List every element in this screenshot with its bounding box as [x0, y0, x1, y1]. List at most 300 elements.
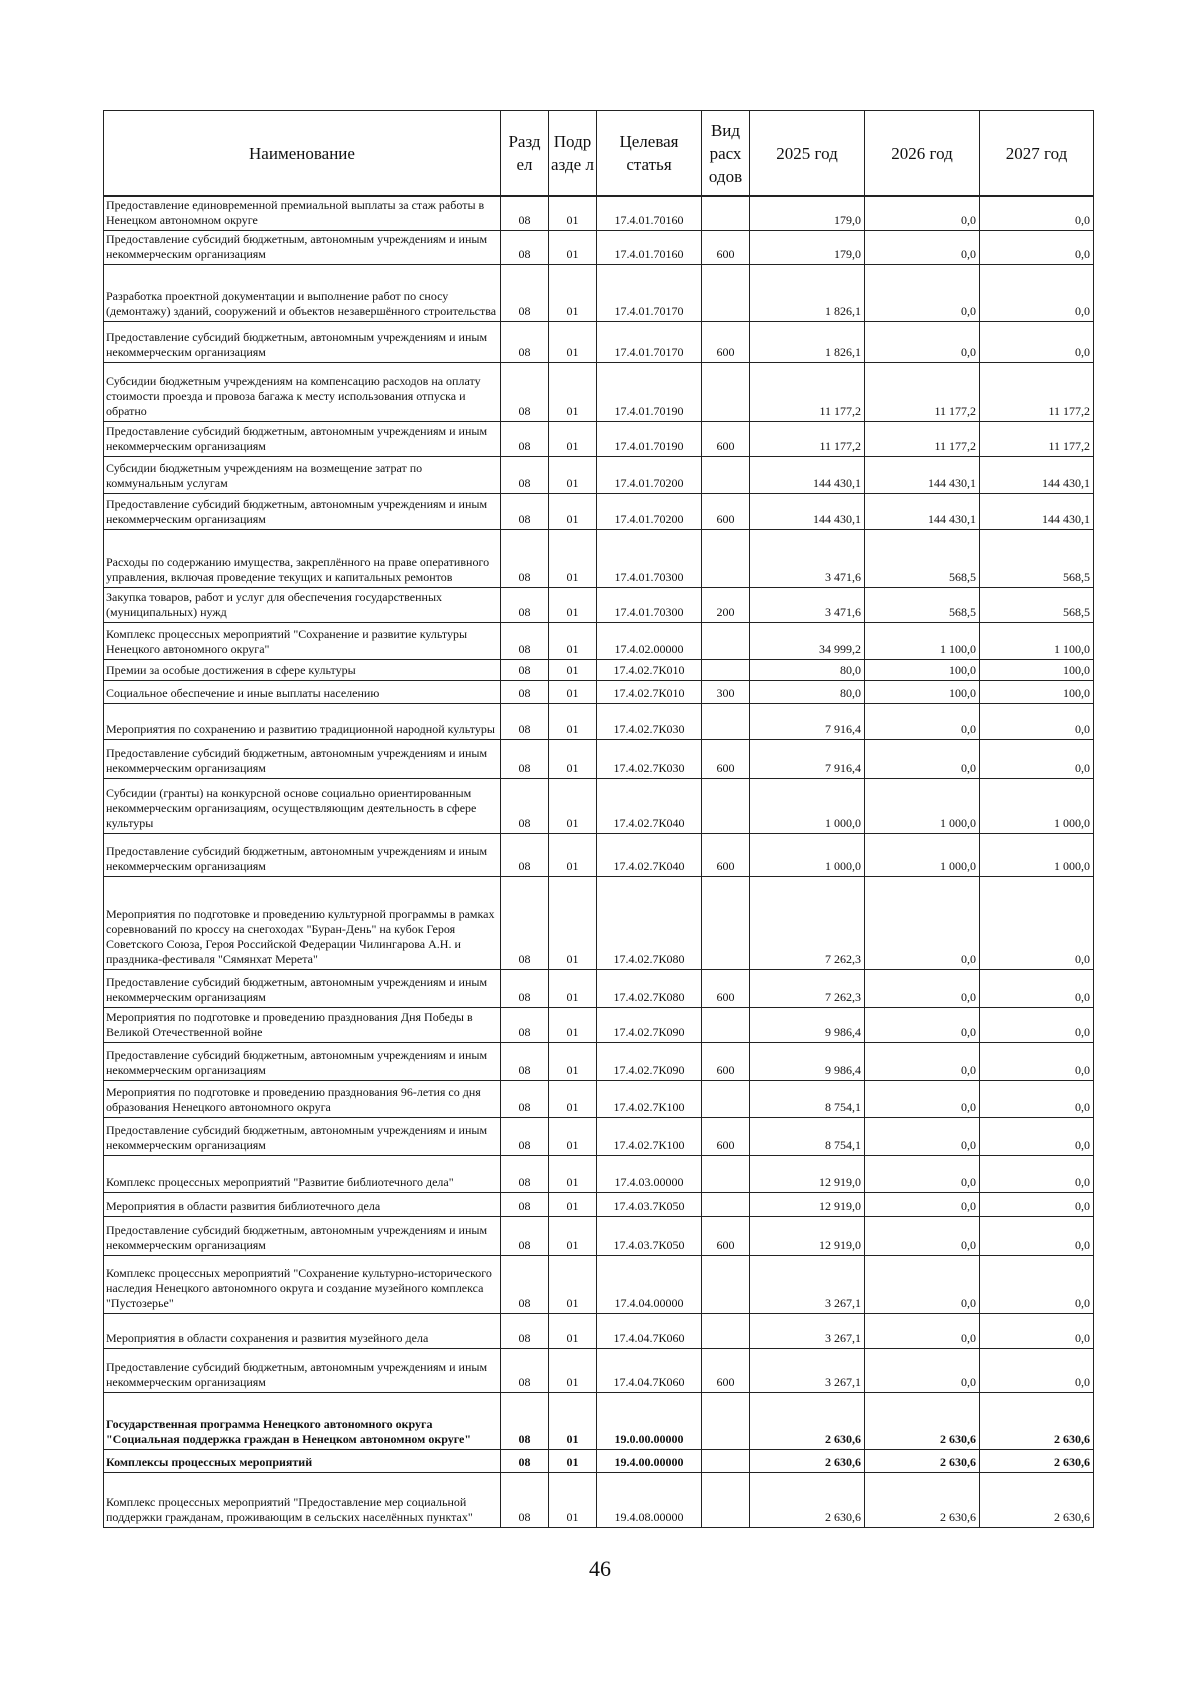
- cell-name: Предоставление субсидий бюджетным, автономным учреждениям и иным некоммерческим организациям: [104, 1217, 501, 1256]
- cell-target: 19.4.00.00000: [597, 1450, 702, 1473]
- cell-expense-type: [702, 623, 750, 660]
- cell-2026: 0,0: [865, 1043, 980, 1081]
- cell-2025: 1 826,1: [750, 322, 865, 363]
- cell-section: 08: [501, 681, 549, 704]
- table-row: [104, 1393, 1094, 1450]
- cell-2026: 1 000,0: [865, 834, 980, 877]
- cell-section: 08: [501, 1008, 549, 1043]
- cell-target: 17.4.01.70200: [597, 457, 702, 494]
- cell-2026: 2 630,6: [865, 1473, 980, 1528]
- cell-expense-type: [702, 877, 750, 970]
- cell-expense-type: [702, 1008, 750, 1043]
- cell-subsection: 01: [549, 970, 597, 1008]
- cell-2027: 0,0: [980, 1043, 1094, 1081]
- cell-target: 17.4.02.7К080: [597, 877, 702, 970]
- cell-target: 17.4.03.00000: [597, 1156, 702, 1193]
- cell-subsection: 01: [549, 779, 597, 834]
- cell-expense-type: [702, 704, 750, 740]
- table-row: [104, 1193, 1094, 1217]
- cell-name: Мероприятия по подготовке и проведению празднования 96-летия со дня образования Ненецкого автономного округа: [104, 1081, 501, 1118]
- cell-subsection: 01: [549, 877, 597, 970]
- cell-expense-type: 600: [702, 422, 750, 457]
- cell-target: 17.4.01.70300: [597, 588, 702, 623]
- table-row: [104, 1473, 1094, 1528]
- cell-2025: 2 630,6: [750, 1473, 865, 1528]
- cell-target: 17.4.01.70160: [597, 196, 702, 231]
- cell-name: Премии за особые достижения в сфере культуры: [104, 660, 501, 681]
- cell-2026: 0,0: [865, 877, 980, 970]
- cell-expense-type: 200: [702, 588, 750, 623]
- cell-target: 17.4.01.70170: [597, 265, 702, 322]
- header-name: Наименование: [104, 111, 501, 197]
- cell-expense-type: 600: [702, 494, 750, 530]
- cell-name: Мероприятия по подготовке и проведению культурной программы в рамках соревнований по кроссу на снегоходах "Буран-День" на кубок Героя Советского Союза, Героя Российской Федерации Чилингарова А.Н. и праздника-фестиваля "Сямянхат Мерета": [104, 877, 501, 970]
- cell-2027: 0,0: [980, 1193, 1094, 1217]
- cell-name: Разработка проектной документации и выполнение работ по сносу (демонтажу) зданий, сооружений и объектов незавершённого строительства: [104, 265, 501, 322]
- cell-2025: 144 430,1: [750, 457, 865, 494]
- cell-2027: 0,0: [980, 265, 1094, 322]
- cell-2026: 0,0: [865, 265, 980, 322]
- table-row: [104, 588, 1094, 623]
- cell-2026: 0,0: [865, 1081, 980, 1118]
- cell-expense-type: [702, 363, 750, 422]
- cell-target: 17.4.02.7К010: [597, 660, 702, 681]
- cell-section: 08: [501, 1473, 549, 1528]
- cell-2026: 0,0: [865, 231, 980, 265]
- table-row: [104, 265, 1094, 322]
- cell-subsection: 01: [549, 660, 597, 681]
- cell-2025: 11 177,2: [750, 422, 865, 457]
- cell-2027: 0,0: [980, 1118, 1094, 1156]
- cell-2025: 1 826,1: [750, 265, 865, 322]
- table-row: [104, 530, 1094, 588]
- cell-name: Предоставление субсидий бюджетным, автономным учреждениям и иным некоммерческим организациям: [104, 970, 501, 1008]
- cell-name: Комплекс процессных мероприятий "Сохранение культурно-исторического наследия Ненецкого автономного округа и создание музейного комплекса "Пустозерье": [104, 1256, 501, 1314]
- cell-2027: 0,0: [980, 196, 1094, 231]
- cell-subsection: 01: [549, 1008, 597, 1043]
- cell-2025: 8 754,1: [750, 1118, 865, 1156]
- cell-target: 17.4.01.70170: [597, 322, 702, 363]
- cell-2026: 0,0: [865, 1008, 980, 1043]
- table-row: [104, 422, 1094, 457]
- cell-name: Расходы по содержанию имущества, закреплённого на праве оперативного управления, включая проведение текущих и капитальных ремонтов: [104, 530, 501, 588]
- cell-2025: 7 262,3: [750, 877, 865, 970]
- cell-subsection: 01: [549, 1156, 597, 1193]
- cell-subsection: 01: [549, 494, 597, 530]
- table-row: [104, 322, 1094, 363]
- cell-subsection: 01: [549, 422, 597, 457]
- cell-name: Субсидии бюджетным учреждениям на возмещение затрат по коммунальным услугам: [104, 457, 501, 494]
- cell-target: 17.4.02.00000: [597, 623, 702, 660]
- cell-2025: 11 177,2: [750, 363, 865, 422]
- cell-2027: 100,0: [980, 660, 1094, 681]
- cell-2025: 179,0: [750, 196, 865, 231]
- cell-name: Комплексы процессных мероприятий: [104, 1450, 501, 1473]
- cell-section: 08: [501, 1156, 549, 1193]
- table-body: [104, 196, 1094, 1528]
- cell-target: 17.4.04.7К060: [597, 1349, 702, 1393]
- table-row: [104, 1043, 1094, 1081]
- table-row: [104, 196, 1094, 231]
- cell-name: Предоставление субсидий бюджетным, автономным учреждениям и иным некоммерческим организациям: [104, 740, 501, 779]
- cell-name: Мероприятия в области развития библиотечного дела: [104, 1193, 501, 1217]
- cell-section: 08: [501, 322, 549, 363]
- table-row: [104, 363, 1094, 422]
- cell-section: 08: [501, 704, 549, 740]
- cell-subsection: 01: [549, 231, 597, 265]
- budget-table: [103, 110, 1094, 1528]
- cell-expense-type: 600: [702, 231, 750, 265]
- cell-expense-type: [702, 1473, 750, 1528]
- table-row: [104, 494, 1094, 530]
- cell-name: Предоставление субсидий бюджетным, автономным учреждениям и иным некоммерческим организациям: [104, 494, 501, 530]
- cell-section: 08: [501, 1193, 549, 1217]
- cell-expense-type: [702, 1393, 750, 1450]
- table-row: [104, 834, 1094, 877]
- cell-name: Предоставление субсидий бюджетным, автономным учреждениям и иным некоммерческим организациям: [104, 231, 501, 265]
- cell-2027: 0,0: [980, 1256, 1094, 1314]
- cell-expense-type: [702, 779, 750, 834]
- cell-section: 08: [501, 1081, 549, 1118]
- cell-2027: 1 000,0: [980, 779, 1094, 834]
- cell-section: 08: [501, 779, 549, 834]
- cell-section: 08: [501, 1256, 549, 1314]
- cell-2025: 1 000,0: [750, 834, 865, 877]
- cell-2026: 2 630,6: [865, 1393, 980, 1450]
- cell-2026: 568,5: [865, 530, 980, 588]
- cell-expense-type: [702, 1156, 750, 1193]
- cell-2025: 7 262,3: [750, 970, 865, 1008]
- cell-2026: 568,5: [865, 588, 980, 623]
- cell-section: 08: [501, 457, 549, 494]
- cell-2027: 11 177,2: [980, 422, 1094, 457]
- cell-subsection: 01: [549, 681, 597, 704]
- cell-expense-type: 600: [702, 1118, 750, 1156]
- table-row: [104, 623, 1094, 660]
- cell-target: 17.4.04.00000: [597, 1256, 702, 1314]
- cell-expense-type: 300: [702, 681, 750, 704]
- table-row: [104, 970, 1094, 1008]
- cell-2025: 179,0: [750, 231, 865, 265]
- header-target: Целевая статья: [597, 111, 702, 197]
- cell-2025: 3 267,1: [750, 1256, 865, 1314]
- cell-section: 08: [501, 1217, 549, 1256]
- cell-2027: 1 000,0: [980, 834, 1094, 877]
- cell-2025: 3 267,1: [750, 1314, 865, 1349]
- cell-2025: 2 630,6: [750, 1450, 865, 1473]
- cell-section: 08: [501, 231, 549, 265]
- cell-2026: 144 430,1: [865, 494, 980, 530]
- cell-target: 17.4.02.7К080: [597, 970, 702, 1008]
- cell-subsection: 01: [549, 363, 597, 422]
- cell-2025: 2 630,6: [750, 1393, 865, 1450]
- cell-2025: 1 000,0: [750, 779, 865, 834]
- cell-subsection: 01: [549, 1043, 597, 1081]
- cell-target: 17.4.01.70190: [597, 363, 702, 422]
- table-row: [104, 877, 1094, 970]
- cell-subsection: 01: [549, 457, 597, 494]
- cell-2026: 1 100,0: [865, 623, 980, 660]
- cell-name: Мероприятия в области сохранения и развития музейного дела: [104, 1314, 501, 1349]
- header-2026: 2026 год: [865, 111, 980, 197]
- cell-2026: 2 630,6: [865, 1450, 980, 1473]
- cell-expense-type: [702, 1314, 750, 1349]
- cell-section: 08: [501, 588, 549, 623]
- header-2027: 2027 год: [980, 111, 1094, 197]
- cell-2027: 0,0: [980, 1314, 1094, 1349]
- table-row: [104, 704, 1094, 740]
- cell-name: Субсидии (гранты) на конкурсной основе социально ориентированным некоммерческим организациям, осуществляющим деятельность в сфере культуры: [104, 779, 501, 834]
- cell-expense-type: 600: [702, 970, 750, 1008]
- cell-name: Предоставление субсидий бюджетным, автономным учреждениям и иным некоммерческим организациям: [104, 1043, 501, 1081]
- cell-name: Закупка товаров, работ и услуг для обеспечения государственных (муниципальных) нужд: [104, 588, 501, 623]
- cell-2027: 2 630,6: [980, 1450, 1094, 1473]
- cell-2027: 144 430,1: [980, 494, 1094, 530]
- cell-2026: 0,0: [865, 1256, 980, 1314]
- table-row: [104, 740, 1094, 779]
- cell-expense-type: [702, 1256, 750, 1314]
- cell-subsection: 01: [549, 1349, 597, 1393]
- cell-section: 08: [501, 196, 549, 231]
- cell-2027: 0,0: [980, 231, 1094, 265]
- cell-name: Предоставление субсидий бюджетным, автономным учреждениям и иным некоммерческим организациям: [104, 322, 501, 363]
- cell-name: Мероприятия по сохранению и развитию традиционной народной культуры: [104, 704, 501, 740]
- cell-2027: 0,0: [980, 877, 1094, 970]
- cell-section: 08: [501, 1118, 549, 1156]
- cell-expense-type: 600: [702, 1349, 750, 1393]
- header-expense-type: Вид расх одов: [702, 111, 750, 197]
- table-row: [104, 1217, 1094, 1256]
- cell-subsection: 01: [549, 1393, 597, 1450]
- cell-target: 17.4.02.7К030: [597, 704, 702, 740]
- cell-name: Государственная программа Ненецкого автономного округа "Социальная поддержка граждан в Ненецком автономном округе": [104, 1393, 501, 1450]
- cell-target: 17.4.02.7К100: [597, 1081, 702, 1118]
- table-row: [104, 1156, 1094, 1193]
- cell-2025: 12 919,0: [750, 1193, 865, 1217]
- cell-2025: 34 999,2: [750, 623, 865, 660]
- cell-2025: 80,0: [750, 681, 865, 704]
- header-2025: 2025 год: [750, 111, 865, 197]
- cell-target: 17.4.02.7К090: [597, 1008, 702, 1043]
- cell-subsection: 01: [549, 530, 597, 588]
- cell-2026: 0,0: [865, 1349, 980, 1393]
- cell-expense-type: 600: [702, 1217, 750, 1256]
- cell-2025: 3 471,6: [750, 530, 865, 588]
- cell-subsection: 01: [549, 1314, 597, 1349]
- cell-2027: 0,0: [980, 1008, 1094, 1043]
- cell-subsection: 01: [549, 834, 597, 877]
- cell-expense-type: [702, 660, 750, 681]
- cell-section: 08: [501, 265, 549, 322]
- cell-subsection: 01: [549, 588, 597, 623]
- cell-subsection: 01: [549, 1118, 597, 1156]
- cell-2026: 0,0: [865, 740, 980, 779]
- cell-subsection: 01: [549, 704, 597, 740]
- cell-2026: 11 177,2: [865, 422, 980, 457]
- cell-2026: 144 430,1: [865, 457, 980, 494]
- cell-subsection: 01: [549, 322, 597, 363]
- table-row: [104, 1118, 1094, 1156]
- cell-subsection: 01: [549, 1081, 597, 1118]
- header-section: Разд ел: [501, 111, 549, 197]
- cell-expense-type: 600: [702, 834, 750, 877]
- cell-target: 19.4.08.00000: [597, 1473, 702, 1528]
- cell-expense-type: [702, 196, 750, 231]
- cell-2026: 0,0: [865, 322, 980, 363]
- cell-2027: 0,0: [980, 1217, 1094, 1256]
- cell-2025: 144 430,1: [750, 494, 865, 530]
- cell-subsection: 01: [549, 1450, 597, 1473]
- cell-2026: 0,0: [865, 196, 980, 231]
- cell-expense-type: 600: [702, 1043, 750, 1081]
- cell-2026: 1 000,0: [865, 779, 980, 834]
- cell-expense-type: [702, 1450, 750, 1473]
- cell-section: 08: [501, 1349, 549, 1393]
- cell-2027: 2 630,6: [980, 1393, 1094, 1450]
- table-row: [104, 1081, 1094, 1118]
- cell-target: 17.4.02.7К040: [597, 779, 702, 834]
- cell-2026: 0,0: [865, 1193, 980, 1217]
- cell-target: 17.4.01.70300: [597, 530, 702, 588]
- cell-2025: 3 267,1: [750, 1349, 865, 1393]
- cell-2026: 0,0: [865, 704, 980, 740]
- cell-section: 08: [501, 363, 549, 422]
- cell-target: 17.4.01.70160: [597, 231, 702, 265]
- cell-target: 19.0.00.00000: [597, 1393, 702, 1450]
- cell-2027: 1 100,0: [980, 623, 1094, 660]
- cell-name: Предоставление субсидий бюджетным, автономным учреждениям и иным некоммерческим организациям: [104, 1118, 501, 1156]
- cell-expense-type: 600: [702, 322, 750, 363]
- cell-name: Предоставление субсидий бюджетным, автономным учреждениям и иным некоммерческим организациям: [104, 422, 501, 457]
- cell-name: Комплекс процессных мероприятий "Сохранение и развитие культуры Ненецкого автономного округа": [104, 623, 501, 660]
- cell-2025: 9 986,4: [750, 1043, 865, 1081]
- cell-2026: 11 177,2: [865, 363, 980, 422]
- table-row: [104, 779, 1094, 834]
- cell-2025: 7 916,4: [750, 740, 865, 779]
- cell-name: Предоставление субсидий бюджетным, автономным учреждениям и иным некоммерческим организациям: [104, 834, 501, 877]
- cell-section: 08: [501, 970, 549, 1008]
- cell-section: 08: [501, 1393, 549, 1450]
- cell-expense-type: [702, 1193, 750, 1217]
- cell-2027: 0,0: [980, 704, 1094, 740]
- cell-name: Комплекс процессных мероприятий "Предоставление мер социальной поддержки гражданам, проживающим в сельских населённых пунктах": [104, 1473, 501, 1528]
- cell-name: Комплекс процессных мероприятий "Развитие библиотечного дела": [104, 1156, 501, 1193]
- table-row: [104, 1349, 1094, 1393]
- cell-target: 17.4.03.7К050: [597, 1217, 702, 1256]
- cell-2026: 0,0: [865, 970, 980, 1008]
- table-row: [104, 1008, 1094, 1043]
- cell-subsection: 01: [549, 265, 597, 322]
- cell-2026: 0,0: [865, 1314, 980, 1349]
- cell-subsection: 01: [549, 740, 597, 779]
- cell-expense-type: [702, 457, 750, 494]
- cell-section: 08: [501, 1043, 549, 1081]
- cell-target: 17.4.02.7К010: [597, 681, 702, 704]
- cell-2025: 12 919,0: [750, 1217, 865, 1256]
- cell-2025: 9 986,4: [750, 1008, 865, 1043]
- cell-2025: 8 754,1: [750, 1081, 865, 1118]
- cell-2027: 144 430,1: [980, 457, 1094, 494]
- cell-2025: 7 916,4: [750, 704, 865, 740]
- cell-2027: 100,0: [980, 681, 1094, 704]
- cell-2027: 0,0: [980, 1081, 1094, 1118]
- cell-2025: 12 919,0: [750, 1156, 865, 1193]
- cell-section: 08: [501, 530, 549, 588]
- cell-2026: 100,0: [865, 660, 980, 681]
- cell-2027: 0,0: [980, 740, 1094, 779]
- cell-expense-type: [702, 530, 750, 588]
- cell-section: 08: [501, 1314, 549, 1349]
- cell-2027: 2 630,6: [980, 1473, 1094, 1528]
- cell-2025: 80,0: [750, 660, 865, 681]
- cell-2027: 11 177,2: [980, 363, 1094, 422]
- cell-section: 08: [501, 623, 549, 660]
- cell-2027: 0,0: [980, 1156, 1094, 1193]
- cell-target: 17.4.03.7К050: [597, 1193, 702, 1217]
- table-row: [104, 1256, 1094, 1314]
- table-header-row: [104, 111, 1094, 197]
- cell-target: 17.4.02.7К030: [597, 740, 702, 779]
- cell-subsection: 01: [549, 1217, 597, 1256]
- cell-2025: 3 471,6: [750, 588, 865, 623]
- cell-subsection: 01: [549, 623, 597, 660]
- cell-2026: 0,0: [865, 1156, 980, 1193]
- table-row: [104, 1314, 1094, 1349]
- cell-expense-type: [702, 1081, 750, 1118]
- cell-name: Социальное обеспечение и иные выплаты населению: [104, 681, 501, 704]
- cell-section: 08: [501, 877, 549, 970]
- cell-target: 17.4.01.70190: [597, 422, 702, 457]
- cell-expense-type: 600: [702, 740, 750, 779]
- cell-name: Предоставление субсидий бюджетным, автономным учреждениям и иным некоммерческим организациям: [104, 1349, 501, 1393]
- cell-section: 08: [501, 1450, 549, 1473]
- cell-target: 17.4.02.7К100: [597, 1118, 702, 1156]
- table-row: [104, 681, 1094, 704]
- cell-section: 08: [501, 494, 549, 530]
- cell-2026: 0,0: [865, 1118, 980, 1156]
- cell-2027: 0,0: [980, 322, 1094, 363]
- cell-section: 08: [501, 660, 549, 681]
- cell-section: 08: [501, 834, 549, 877]
- page-number: 46: [589, 1556, 611, 1581]
- cell-section: 08: [501, 422, 549, 457]
- cell-subsection: 01: [549, 1193, 597, 1217]
- table-row: [104, 231, 1094, 265]
- cell-2027: 568,5: [980, 530, 1094, 588]
- cell-target: 17.4.01.70200: [597, 494, 702, 530]
- header-subsection: Подр азде л: [549, 111, 597, 197]
- table-row: [104, 457, 1094, 494]
- cell-name: Субсидии бюджетным учреждениям на компенсацию расходов на оплату стоимости проезда и провоза багажа к месту использования отпуска и обратно: [104, 363, 501, 422]
- table-row: [104, 1450, 1094, 1473]
- cell-2026: 0,0: [865, 1217, 980, 1256]
- cell-subsection: 01: [549, 196, 597, 231]
- table-row: [104, 660, 1094, 681]
- cell-target: 17.4.02.7К040: [597, 834, 702, 877]
- cell-2027: 0,0: [980, 1349, 1094, 1393]
- cell-target: 17.4.04.7К060: [597, 1314, 702, 1349]
- cell-expense-type: [702, 265, 750, 322]
- cell-target: 17.4.02.7К090: [597, 1043, 702, 1081]
- cell-name: Мероприятия по подготовке и проведению празднования Дня Победы в Великой Отечественной войне: [104, 1008, 501, 1043]
- cell-section: 08: [501, 740, 549, 779]
- cell-subsection: 01: [549, 1256, 597, 1314]
- cell-subsection: 01: [549, 1473, 597, 1528]
- cell-2026: 100,0: [865, 681, 980, 704]
- cell-name: Предоставление единовременной премиальной выплаты за стаж работы в Ненецком автономном округе: [104, 196, 501, 231]
- cell-2027: 568,5: [980, 588, 1094, 623]
- cell-2027: 0,0: [980, 970, 1094, 1008]
